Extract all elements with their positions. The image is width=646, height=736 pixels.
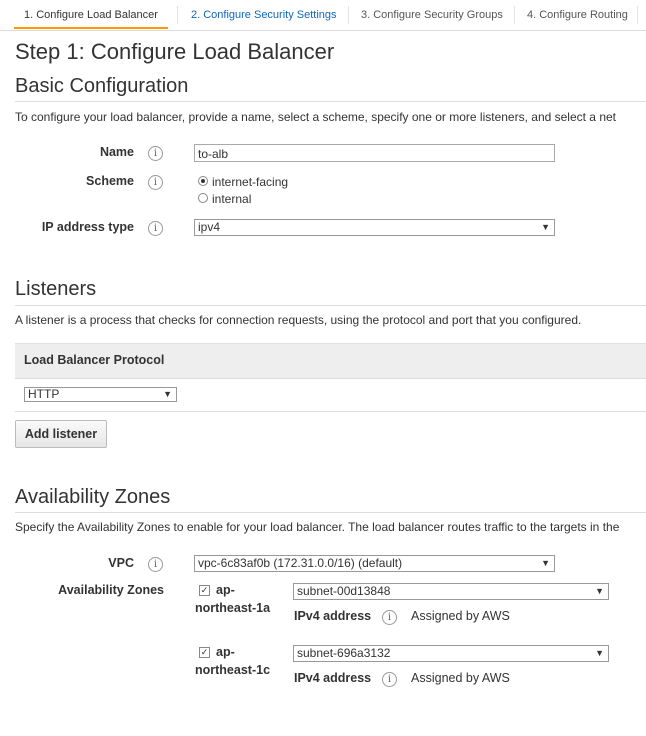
info-icon[interactable]: i [148, 146, 163, 161]
name-input[interactable]: to-alb [194, 144, 555, 162]
listeners-description: A listener is a process that checks for connection requests, using the protocol and port that you configured. [15, 313, 582, 327]
ip-type-value: ipv4 [198, 220, 221, 234]
scheme-internal-label[interactable]: internal [212, 192, 252, 206]
ipv4-value-1c: Assigned by AWS [411, 671, 510, 685]
page-title: Step 1: Configure Load Balancer [15, 39, 335, 64]
protocol-column-header: Load Balancer Protocol [24, 353, 165, 367]
ip-type-select[interactable] [194, 219, 555, 236]
divider [15, 512, 646, 513]
availability-zones-label: Availability Zones [58, 583, 164, 597]
wizard-tabs [0, 0, 646, 31]
tab-configure-security-settings[interactable]: 2. Configure Security Settings [191, 9, 337, 21]
az-description: Specify the Availability Zones to enable for your load balancer. The load balancer routes traffic to the targets in the [15, 520, 620, 534]
add-listener-button[interactable]: Add listener [15, 420, 107, 448]
ipv4-label-1a: IPv4 address [294, 609, 372, 623]
ipv4-value-1a: Assigned by AWS [411, 609, 510, 623]
scheme-label: Scheme [86, 174, 134, 188]
info-icon[interactable]: i [382, 672, 397, 687]
protocol-value: HTTP [28, 387, 60, 401]
zone-checkbox-1c[interactable]: ✓ [200, 647, 209, 657]
divider [15, 411, 646, 412]
az-heading: Availability Zones [15, 486, 171, 508]
vpc-label: VPC [108, 556, 134, 570]
chevron-down-icon: ▼ [595, 586, 604, 596]
divider [15, 305, 646, 306]
chevron-down-icon: ▼ [541, 222, 550, 232]
tab-divider [514, 6, 515, 24]
name-label: Name [99, 145, 134, 159]
vpc-value: vpc-6c83af0b (172.31.0.0/16) (default) [198, 556, 403, 570]
tab-configure-security-groups[interactable]: 3. Configure Security Groups [361, 9, 503, 21]
zone-name-1a-line2: northeast-1a [195, 601, 271, 615]
basic-config-description: To configure your load balancer, provide a name, select a scheme, specify one or more listeners, and select a net [15, 110, 616, 124]
basic-config-heading: Basic Configuration [15, 75, 189, 97]
tab-configure-routing[interactable]: 4. Configure Routing [527, 9, 628, 21]
chevron-down-icon: ▼ [541, 558, 550, 568]
listeners-table-header [15, 343, 646, 379]
zone-name-1a-line1: ap- [216, 583, 235, 597]
zone-name-1c-line2: northeast-1c [195, 663, 271, 677]
info-icon[interactable]: i [148, 557, 163, 572]
listeners-heading: Listeners [15, 278, 97, 300]
scheme-internet-facing-radio[interactable] [198, 176, 208, 186]
zone-checkbox-1a[interactable]: ✓ [200, 585, 209, 595]
scheme-internal-radio[interactable] [198, 193, 208, 203]
info-icon[interactable]: i [148, 175, 163, 190]
tab-divider [177, 6, 178, 24]
zone-name-1c-line1: ap- [216, 645, 235, 659]
chevron-down-icon: ▼ [595, 648, 604, 658]
chevron-down-icon: ▼ [163, 389, 172, 399]
subnet-select-1c[interactable] [293, 645, 609, 662]
tab-divider [348, 6, 349, 24]
scheme-internet-facing-label[interactable]: internet-facing [212, 175, 289, 189]
info-icon[interactable]: i [148, 221, 163, 236]
info-icon[interactable]: i [382, 610, 397, 625]
subnet-value-1c: subnet-696a3132 [297, 646, 391, 660]
divider [15, 101, 646, 102]
vpc-select[interactable] [194, 555, 555, 572]
tab-divider [637, 6, 638, 24]
protocol-select[interactable] [24, 387, 177, 402]
tab-configure-load-balancer[interactable]: 1. Configure Load Balancer [14, 0, 168, 29]
subnet-value-1a: subnet-00d13848 [297, 584, 391, 598]
ipv4-label-1c: IPv4 address [294, 671, 372, 685]
subnet-select-1a[interactable] [293, 583, 609, 600]
ip-type-label: IP address type [41, 220, 134, 234]
